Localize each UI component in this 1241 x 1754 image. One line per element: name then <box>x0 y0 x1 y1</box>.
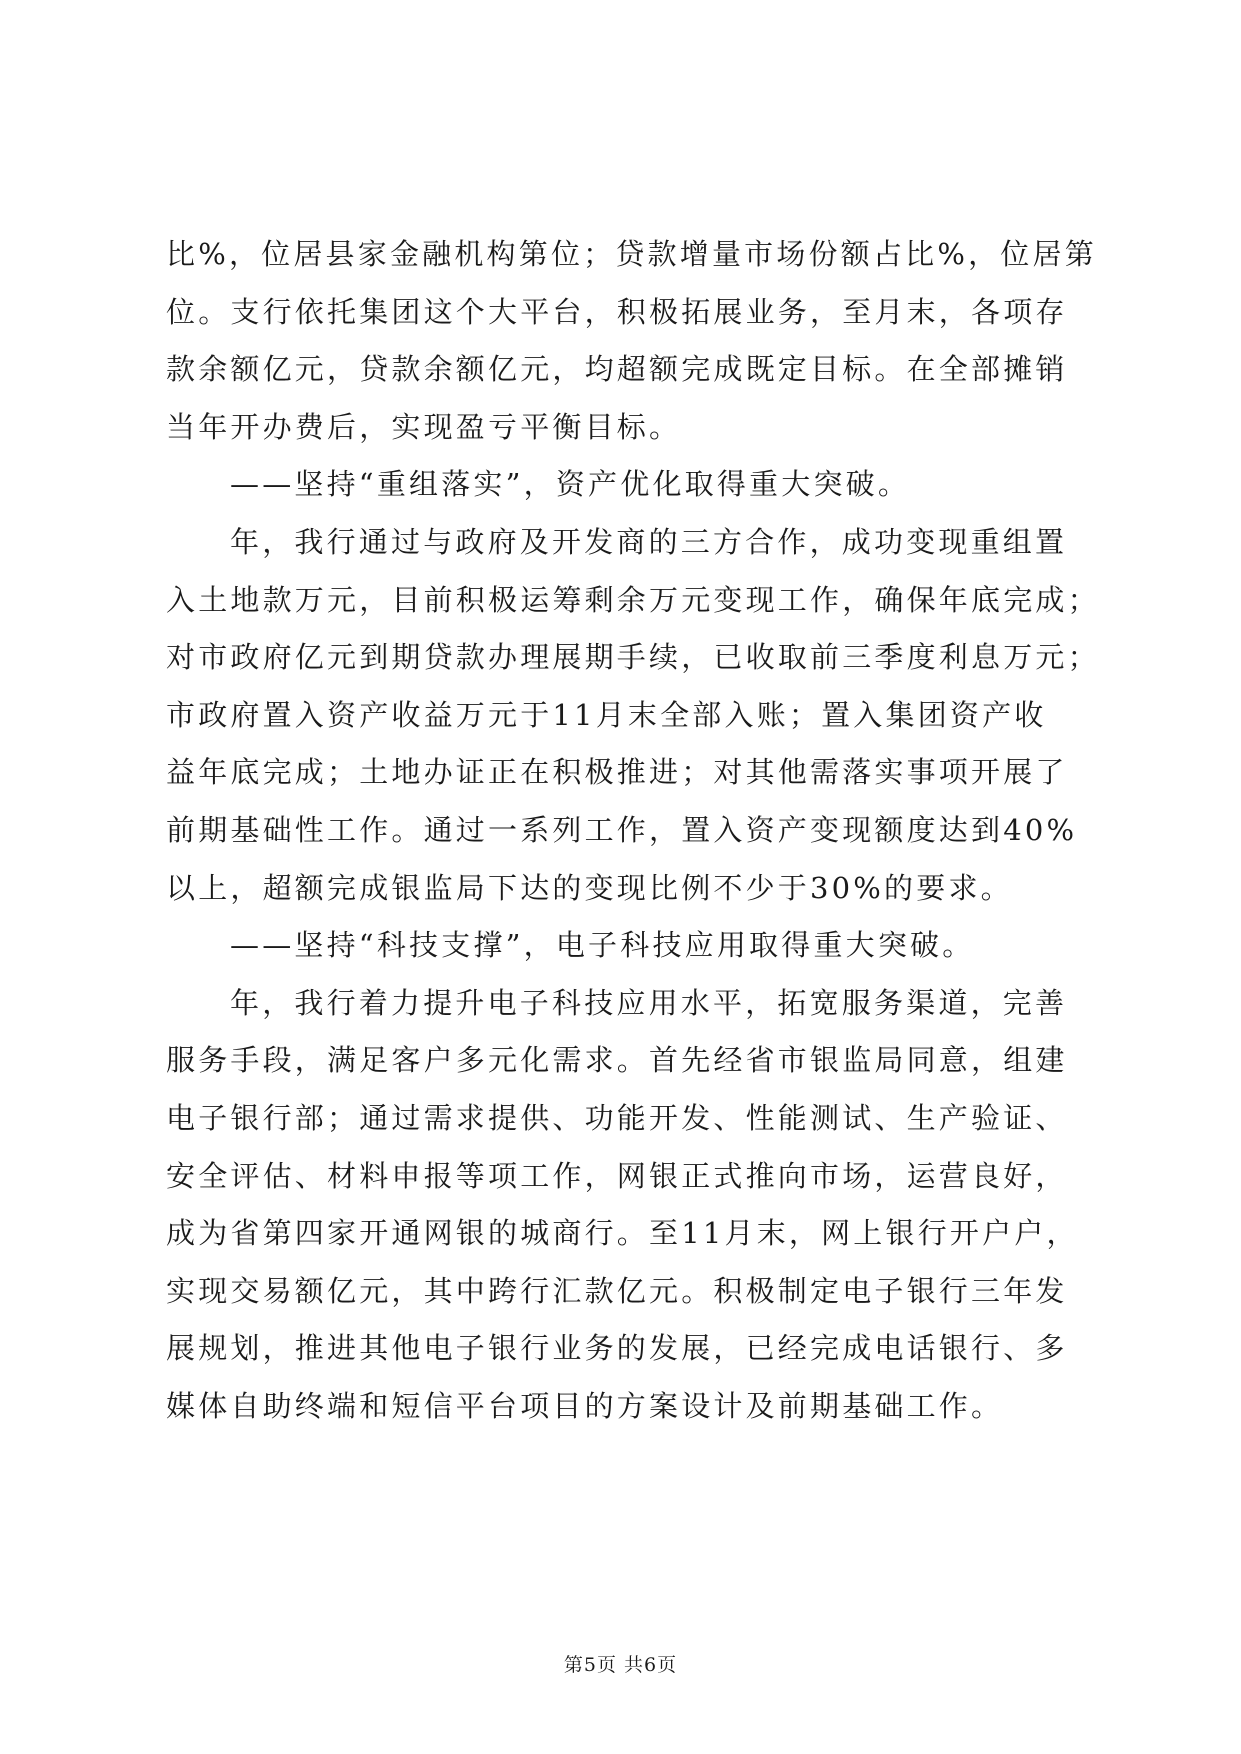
text-line: 实现交易额亿元，其中跨行汇款亿元。积极制定电子银行三年发 <box>166 1273 1068 1308</box>
text-line: 位。支行依托集团这个大平台，积极拓展业务，至月末，各项存 <box>166 294 1068 329</box>
page-number-footer: 第5页 共6页 <box>563 1654 678 1676</box>
section-heading: ——坚持“科技支撑”，电子科技应用取得重大突破。 <box>230 928 975 963</box>
text-line: 电子银行部；通过需求提供、功能开发、性能测试、生产验证、 <box>166 1100 1068 1135</box>
text-line: 媒体自助终端和短信平台项目的方案设计及前期基础工作。 <box>166 1388 1004 1423</box>
text-line: 益年底完成；土地办证正在积极推进；对其他需落实事项开展了 <box>166 755 1068 790</box>
paragraph-start: 年，我行通过与政府及开发商的三方合作，成功变现重组置 <box>230 524 1068 559</box>
text-line: 成为省第四家开通网银的城商行。至11月末，网上银行开户户， <box>166 1216 1079 1251</box>
text-line: 服务手段，满足客户多元化需求。首先经省市银监局同意，组建 <box>166 1043 1068 1078</box>
text-line: 对市政府亿元到期贷款办理展期手续，已收取前三季度利息万元； <box>166 640 1100 675</box>
text-line: 以上，超额完成银监局下达的变现比例不少于30%的要求。 <box>166 870 1013 905</box>
text-line: 展规划，推进其他电子银行业务的发展，已经完成电话银行、多 <box>166 1331 1068 1366</box>
text-line: 前期基础性工作。通过一系列工作，置入资产变现额度达到40% <box>166 812 1078 847</box>
section-heading: ——坚持“重组落实”，资产优化取得重大突破。 <box>230 467 911 502</box>
text-line: 安全评估、材料申报等项工作，网银正式推向市场，运营良好， <box>166 1158 1068 1193</box>
text-line: 市政府置入资产收益万元于11月末全部入账；置入集团资产收 <box>166 697 1047 732</box>
text-line: 入土地款万元，目前积极运筹剩余万元变现工作，确保年底完成； <box>166 582 1100 617</box>
document-body <box>166 226 1100 1435</box>
paragraph-start: 年，我行着力提升电子科技应用水平，拓宽服务渠道，完善 <box>230 985 1068 1020</box>
text-line: 当年开办费后，实现盈亏平衡目标。 <box>166 409 682 444</box>
text-line: 款余额亿元，贷款余额亿元，均超额完成既定目标。在全部摊销 <box>166 352 1068 387</box>
text-line: 比%，位居县家金融机构第位；贷款增量市场份额占比%，位居第 <box>166 237 1097 271</box>
